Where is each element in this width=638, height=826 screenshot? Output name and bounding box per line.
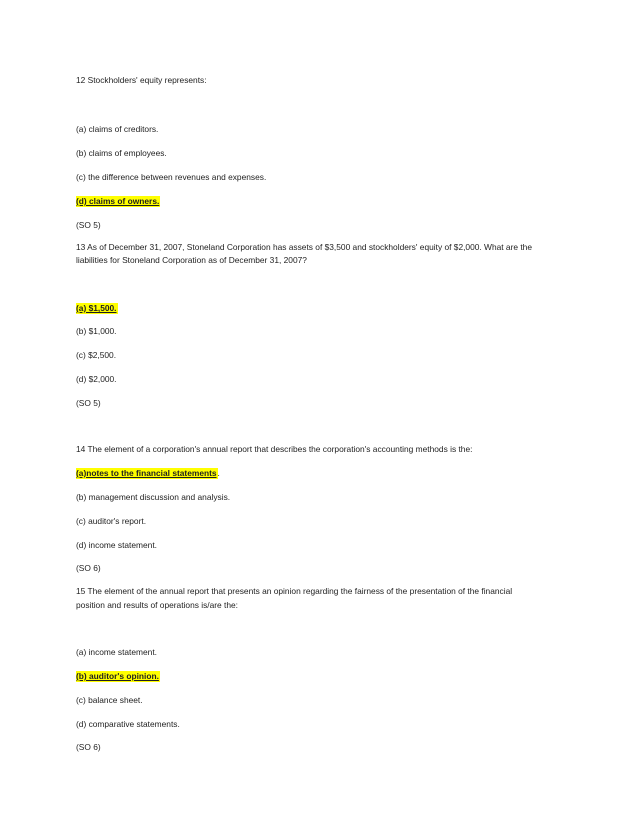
q15-option-d: (d) comparative statements. xyxy=(76,719,180,729)
q15-option-b-answer xyxy=(76,671,160,682)
q14-option-b: (b) management discussion and analysis. xyxy=(76,492,231,502)
q14-so-reference: (SO 6) xyxy=(76,563,101,573)
q12-option-a: (a) claims of creditors. xyxy=(76,124,159,134)
q12-option-d-answer xyxy=(76,196,160,207)
answer-highlight: (a)notes to the financial statements xyxy=(76,468,217,478)
q12-so-reference: (SO 5) xyxy=(76,220,101,230)
q12-option-c: (c) the difference between revenues and expenses. xyxy=(76,172,267,182)
answer-highlight: (b) auditor's opinion. xyxy=(76,671,159,681)
question-14-text: 14 The element of a corporation's annual report that describes the corporation's accounting methods is the: xyxy=(76,444,473,454)
question-12-text: 12 Stockholders' equity represents: xyxy=(76,75,207,85)
q14-option-c: (c) auditor's report. xyxy=(76,516,147,526)
question-15-text-line2: position and results of operations is/are the: xyxy=(76,600,239,610)
q15-option-a: (a) income statement. xyxy=(76,647,157,657)
q15-option-c: (c) balance sheet. xyxy=(76,695,143,705)
question-13-text-line2: liabilities for Stoneland Corporation as of December 31, 2007? xyxy=(76,255,307,265)
q14-option-d: (d) income statement. xyxy=(76,540,157,550)
question-15-text-line1: 15 The element of the annual report that presents an opinion regarding the fairness of the presentation of the financial xyxy=(76,586,513,596)
q13-option-c: (c) $2,500. xyxy=(76,350,117,360)
q13-option-d: (d) $2,000. xyxy=(76,374,117,384)
q14-option-a-answer xyxy=(76,468,220,479)
answer-trailing-period: . xyxy=(217,468,220,478)
q13-option-a-answer xyxy=(76,303,118,314)
q12-option-b: (b) claims of employees. xyxy=(76,148,167,158)
q15-so-reference: (SO 6) xyxy=(76,742,101,752)
q13-so-reference: (SO 5) xyxy=(76,398,101,408)
answer-highlight: (a) $1,500. xyxy=(76,303,117,313)
q13-option-b: (b) $1,000. xyxy=(76,326,117,336)
question-13-text-line1: 13 As of December 31, 2007, Stoneland Corporation has assets of $3,500 and stockholders' equity of $2,000. What are the xyxy=(76,242,532,252)
answer-highlight: (d) claims of owners. xyxy=(76,196,160,206)
